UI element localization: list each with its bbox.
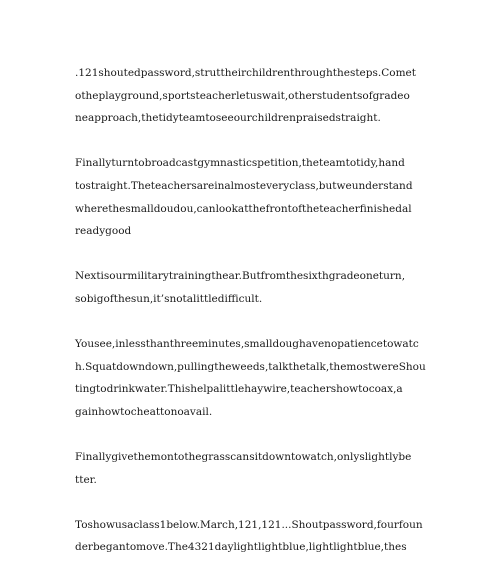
- text-line: readygood: [75, 225, 132, 238]
- text-line: Nextisourmilitarytrainingthear.Butfromthesixthgradeoneturn,: [75, 270, 406, 283]
- text-line: Finallygivethemontothegrasscansitdowntowatch,onlyslightlybe: [75, 451, 412, 464]
- text-line: h.Squatdowndown,pullingtheweeds,talkthetalk,themostwereShou: [75, 360, 426, 373]
- text-line: derbegantomove.The4321daylightlightblue,lightlightblue,thes: [75, 541, 407, 554]
- text-line: wherethesmalldoudou,canlookatthefrontoftheteacherfinishedal: [75, 202, 412, 215]
- document-body: [75, 62, 427, 566]
- text-line: tingtodrinkwater.Thishelpalittlehaywire,teachershowtocoax,a: [75, 383, 403, 396]
- text-line: tostraight.Theteachersareinalmosteveryclass,butweunderstand: [75, 179, 413, 192]
- text-line: Toshowusaclass1below.March,121,121...Shoutpassword,fourfoun: [75, 518, 423, 531]
- paragraph: [75, 62, 427, 130]
- paragraph: [75, 446, 427, 491]
- paragraph: [75, 514, 427, 559]
- paragraph: [75, 333, 427, 423]
- text-line: Yousee,inlessthanthreeminutes,smalldoughavenopatiencetowatc: [75, 338, 419, 351]
- text-line: tter.: [75, 473, 97, 486]
- text-line: neapproach,thetidyteamtoseeourchildrenpraisedstraight.: [75, 112, 381, 125]
- text-line: .121shoutedpassword,struttheirchildrenthroughthesteps.Comet: [75, 67, 416, 79]
- text-line: otheplayground,sportsteacherletuswait,otherstudentsofgradeo: [75, 89, 410, 102]
- paragraph: [75, 265, 427, 310]
- paragraph: [75, 152, 427, 242]
- text-line: gainhowtocheattonoavail.: [75, 405, 213, 418]
- text-line: sobigofthesun,it’snotalittledifficult.: [75, 292, 263, 305]
- text-line: Finallyturntobroadcastgymnasticspetition,theteamtotidy,hand: [75, 157, 405, 170]
